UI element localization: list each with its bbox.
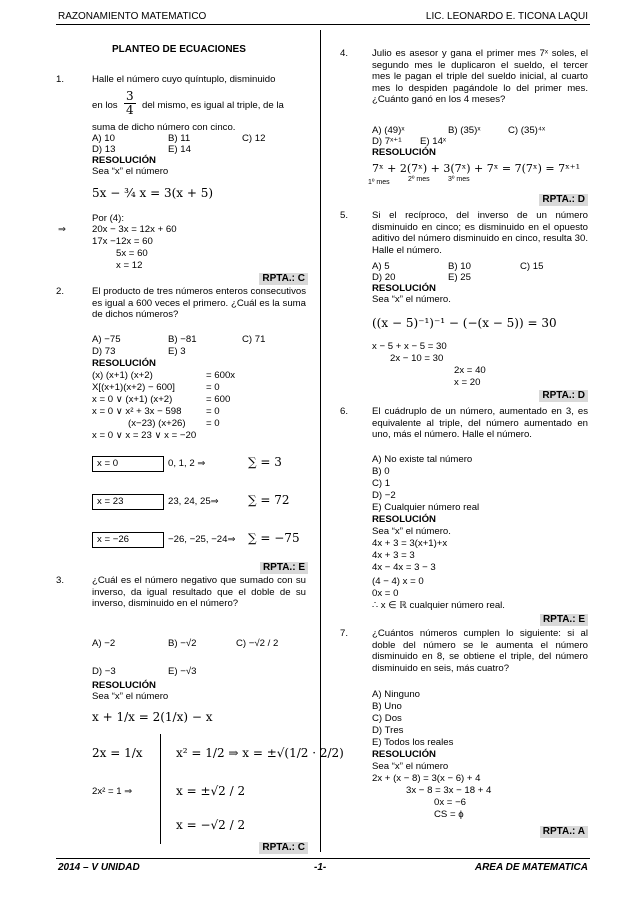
let-x: Sea “x” el número bbox=[372, 761, 449, 772]
option-d: D) 73 bbox=[92, 346, 116, 357]
option-e: E) −√3 bbox=[168, 666, 197, 677]
option-e: E) 14 bbox=[168, 144, 191, 155]
option-b: B) 10 bbox=[448, 261, 471, 272]
page-footer bbox=[56, 858, 590, 875]
label-month-3: 3º mes bbox=[448, 176, 470, 183]
option-a: A) −2 bbox=[92, 638, 116, 649]
case-2-seq: 23, 24, 25⇒ bbox=[168, 496, 219, 507]
row-6: x = 0 ∨ x = 23 ∨ x = −20 bbox=[92, 430, 197, 441]
case-3-sum: ∑ = −75 bbox=[248, 531, 300, 545]
resolution-label: RESOLUCIÓN bbox=[92, 680, 156, 691]
step-3: 5x = 60 bbox=[116, 248, 148, 259]
answer-badge: RPTA.: A bbox=[540, 826, 588, 838]
resolution-label: RESOLUCIÓN bbox=[372, 147, 436, 158]
row-4-right: = 0 bbox=[206, 406, 220, 417]
implies-arrow: ⇒ bbox=[58, 224, 67, 235]
resolution-label: RESOLUCIÓN bbox=[372, 749, 436, 760]
step-4: x = 12 bbox=[116, 260, 143, 271]
equation: ((x − 5)⁻¹)⁻¹ − (−(x − 5)) = 30 bbox=[372, 316, 557, 330]
row-2-left: X[(x+1)(x+2) − 600] bbox=[92, 382, 175, 393]
option-c: C) (35)⁴ˣ bbox=[508, 125, 546, 136]
option-b: B) 11 bbox=[168, 133, 191, 144]
problem-1-fraction bbox=[124, 90, 136, 117]
problem-5-number: 5. bbox=[340, 210, 349, 221]
problem-4-number: 4. bbox=[340, 48, 349, 59]
footer-left: 2014 – V UNIDAD bbox=[58, 862, 140, 873]
row-1-left: (x) (x+1) (x+2) bbox=[92, 370, 153, 381]
case-2-sum: ∑ = 72 bbox=[248, 493, 290, 507]
problem-6-text: El cuádruplo de un número, aumentado en 3, es equivalente al triple, del número aumentado en uno, más el número. Halle el número. bbox=[372, 406, 588, 440]
resolution-label: RESOLUCIÓN bbox=[372, 283, 436, 294]
step-4: CS = ϕ bbox=[434, 809, 464, 820]
option-d: D) −2 bbox=[372, 490, 396, 501]
fraction-denominator: 4 bbox=[126, 103, 134, 118]
case-box-2: x = 23 bbox=[92, 494, 164, 510]
header-right: LIC. LEONARDO E. TICONA LAQUI bbox=[425, 11, 588, 22]
equation-5: x = ±√2 / 2 bbox=[176, 784, 246, 798]
row-5-left: (x−23) (x+26) bbox=[128, 418, 186, 429]
option-d: D) 7ˣ⁺¹ bbox=[372, 136, 402, 147]
option-e: E) 14ˣ bbox=[420, 136, 447, 147]
equation-4: 2x² = 1 ⇒ bbox=[92, 786, 133, 797]
step-4: (4 − 4) x = 0 bbox=[372, 576, 424, 587]
step-2: 3x − 8 = 3x − 18 + 4 bbox=[406, 785, 492, 796]
row-3-right: = 600 bbox=[206, 394, 231, 405]
option-c: C) 15 bbox=[520, 261, 544, 272]
row-3-left: x = 0 ∨ (x+1) (x+2) bbox=[92, 394, 173, 405]
resolution-label: RESOLUCIÓN bbox=[372, 514, 436, 525]
answer-badge: RPTA.: C bbox=[259, 273, 308, 285]
problem-7-text: ¿Cuántos números cumplen lo siguiente: si al doble del número se le aumenta el número disminuido en 8, se obtiene el triple, del número disminuido en seis, más cuatro? bbox=[372, 628, 588, 674]
problem-4-text: Julio es asesor y gana el primer mes 7ˣ soles, el segundo mes le duplicaron el sueldo, el tercer mes le pagan el triple del sueldo inicial, al cuarto mes lo despiden pagándole lo del primer mes. ¿Cuánto ganó en los 4 meses? bbox=[372, 48, 588, 105]
problem-1-line2a: en los bbox=[92, 100, 118, 111]
equation-1: x + 1/x = 2(1/x) − x bbox=[92, 710, 213, 724]
step-4: x = 20 bbox=[454, 377, 481, 388]
problem-2-text: El producto de tres números enteros consecutivos es igual a 600 veces el primero. ¿Cuál es la suma de dichos números? bbox=[92, 286, 306, 320]
resolution-label: RESOLUCIÓN bbox=[92, 155, 156, 166]
resolution-label: RESOLUCIÓN bbox=[92, 358, 156, 369]
option-b: B) (35)ˣ bbox=[448, 125, 481, 136]
problem-1-line1: Halle el número cuyo quíntuplo, disminuido bbox=[92, 74, 276, 85]
option-a: A) No existe tal número bbox=[372, 454, 473, 465]
option-c: C) 1 bbox=[372, 478, 391, 489]
column-divider bbox=[320, 30, 321, 852]
option-a: A) 10 bbox=[92, 133, 115, 144]
step-5: 0x = 0 bbox=[372, 588, 399, 599]
case-box-1: x = 0 bbox=[92, 456, 164, 472]
option-b: B) Uno bbox=[372, 701, 402, 712]
option-d: D) −3 bbox=[92, 666, 116, 677]
case-3-seq: −26, −25, −24⇒ bbox=[168, 534, 236, 545]
equation-3: x² = 1/2 ⇒ x = ±√(1/2 · 2/2) bbox=[176, 746, 344, 760]
option-d: D) 20 bbox=[372, 272, 396, 283]
equation-6: x = −√2 / 2 bbox=[176, 818, 246, 832]
answer-badge: RPTA.: E bbox=[540, 614, 588, 626]
option-e: E) Cualquier número real bbox=[372, 502, 480, 513]
option-c: C) 71 bbox=[242, 334, 266, 345]
answer-badge: RPTA.: D bbox=[539, 390, 588, 402]
option-e: E) 25 bbox=[448, 272, 471, 283]
option-c: C) Dos bbox=[372, 713, 402, 724]
option-e: E) 3 bbox=[168, 346, 186, 357]
section-title: PLANTEO DE ECUACIONES bbox=[112, 44, 246, 55]
row-4-left: x = 0 ∨ x² + 3x − 598 bbox=[92, 406, 182, 417]
label-month-2: 2º mes bbox=[408, 176, 430, 183]
answer-badge: RPTA.: C bbox=[259, 842, 308, 854]
step-6: ∴ x ∈ ℝ cualquier número real. bbox=[372, 600, 505, 611]
option-c: C) −√2 / 2 bbox=[236, 638, 279, 649]
step-3: 4x − 4x = 3 − 3 bbox=[372, 562, 436, 573]
let-x: Sea “x” el número. bbox=[372, 526, 451, 537]
step-1: x − 5 + x − 5 = 30 bbox=[372, 341, 447, 352]
left-column bbox=[56, 30, 344, 855]
let-x: Sea “x” el número. bbox=[372, 294, 451, 305]
problem-1-line3: suma de dicho número con cinco. bbox=[92, 122, 236, 133]
let-x: Sea “x” el número bbox=[92, 166, 169, 177]
answer-badge: RPTA.: E bbox=[260, 562, 308, 574]
step-2: 2x − 10 = 30 bbox=[390, 353, 444, 364]
step-3: 2x = 40 bbox=[454, 365, 486, 376]
row-5-right: = 0 bbox=[206, 418, 220, 429]
step-2: 17x −12x = 60 bbox=[92, 236, 153, 247]
option-b: B) 0 bbox=[372, 466, 390, 477]
option-b: B) −√2 bbox=[168, 638, 197, 649]
brace-line bbox=[160, 734, 161, 844]
step-label: Por (4): bbox=[92, 213, 124, 224]
fraction-numerator: 3 bbox=[126, 89, 134, 103]
problem-3-text: ¿Cuál es el número negativo que sumado con su inverso, da igual resultado que el doble de su inverso, disminuido en el número? bbox=[92, 575, 306, 609]
equation: 7ˣ + 2(7ˣ) + 3(7ˣ) + 7ˣ = 7(7ˣ) = 7ˣ⁺¹ bbox=[372, 162, 580, 175]
option-a: A) 5 bbox=[372, 261, 390, 272]
step-2: 4x + 3 = 3 bbox=[372, 550, 415, 561]
label-month-1: 1º mes bbox=[368, 179, 390, 186]
answer-badge: RPTA.: D bbox=[539, 194, 588, 206]
option-a: A) Ninguno bbox=[372, 689, 420, 700]
case-box-3: x = −26 bbox=[92, 532, 164, 548]
page-header bbox=[56, 10, 590, 25]
option-a: A) −75 bbox=[92, 334, 121, 345]
option-e: E) Todos los reales bbox=[372, 737, 454, 748]
header-left: RAZONAMIENTO MATEMATICO bbox=[58, 11, 207, 22]
problem-5-text: Si el recíproco, del inverso de un número disminuido en cinco; es disminuido en el opuesto aditivo del número disminuido en cinco, resulta 30. Halle el número. bbox=[372, 210, 588, 256]
case-1-seq: 0, 1, 2 ⇒ bbox=[168, 458, 206, 469]
option-b: B) −81 bbox=[168, 334, 197, 345]
option-c: C) 12 bbox=[242, 133, 266, 144]
option-d: D) 13 bbox=[92, 144, 116, 155]
problem-2-number: 2. bbox=[56, 286, 65, 297]
problem-3-number: 3. bbox=[56, 575, 65, 586]
problem-7-number: 7. bbox=[340, 628, 349, 639]
let-x: Sea “x” el número bbox=[92, 691, 169, 702]
step-1: 20x − 3x = 12x + 60 bbox=[92, 224, 177, 235]
right-column bbox=[340, 30, 588, 855]
footer-center: -1- bbox=[314, 862, 327, 873]
step-1: 2x + (x − 8) = 3(x − 6) + 4 bbox=[372, 773, 481, 784]
option-d: D) Tres bbox=[372, 725, 404, 736]
step-1: 4x + 3 = 3(x+1)+x bbox=[372, 538, 448, 549]
equation-2: 2x = 1/x bbox=[92, 746, 143, 760]
equation: 5x − ¾ x = 3(x + 5) bbox=[92, 186, 214, 200]
row-1-right: = 600x bbox=[206, 370, 236, 381]
row-2-right: = 0 bbox=[206, 382, 220, 393]
case-1-sum: ∑ = 3 bbox=[248, 455, 282, 469]
option-a: A) (49)ˣ bbox=[372, 125, 405, 136]
problem-1-number: 1. bbox=[56, 74, 65, 85]
problem-1-line2b: del mismo, es igual al triple, de la bbox=[142, 100, 284, 111]
step-3: 0x = −6 bbox=[434, 797, 467, 808]
footer-right: AREA DE MATEMATICA bbox=[474, 862, 588, 873]
problem-6-number: 6. bbox=[340, 406, 349, 417]
